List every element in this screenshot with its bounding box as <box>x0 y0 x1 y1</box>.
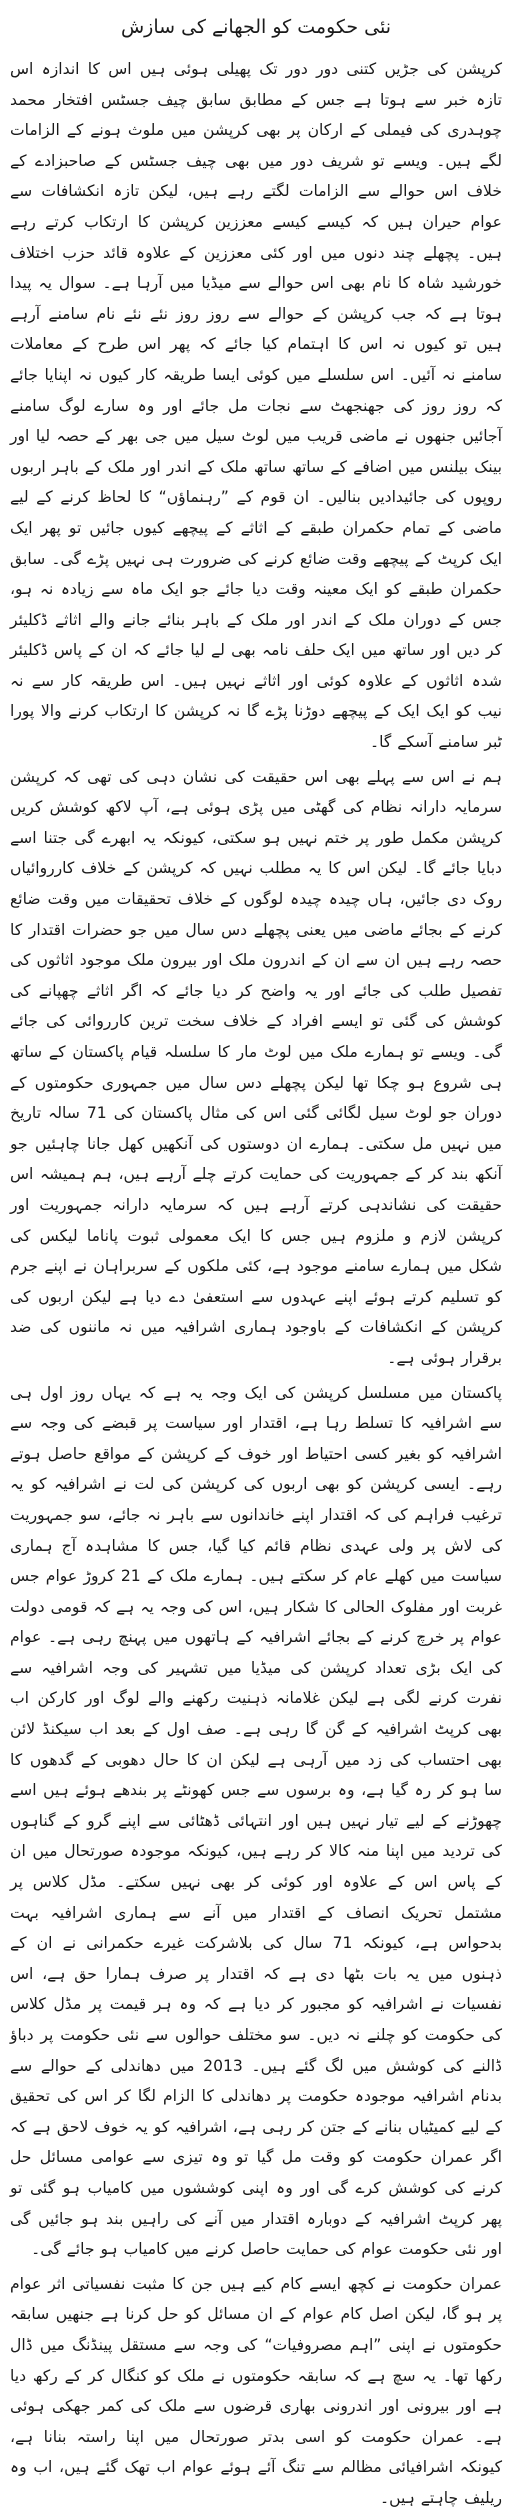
article-title: نئی حکومت کو الجھانے کی سازش <box>120 16 392 38</box>
article-paragraph-1: کرپشن کی جڑیں کتنی دور دور تک پھیلی ہوئی ہیں اس کا اندازہ اس تازہ خبر سے ہوتا ہے جس کے مطابق سابق چیف جسٹس افتخار محمد چوہدری کی فیملی کے ارکان پر بھی کرپشن میں ملوث ہونے کے الزامات لگے ہیں۔ ویسے تو شریف دور میں بھی چیف جسٹس کے صاحبزادے کے خلاف اس حوالے سے الزامات لگتے رہے ہیں، لیکن تازہ انکشافات سے عوام حیران ہیں کہ کیسے کیسے معززین کرپشن کا ارتکاب کرتے رہے ہیں۔ پچھلے چند دنوں میں اور کئی معززین کے علاوہ قائد حزب اختلاف خورشید شاہ کا نام بھی اس حوالے سے میڈیا میں آرہا ہے۔ سوال یہ پیدا ہوتا ہے کہ جب کرپشن کے حوالے سے روز روز نئے نئے نام سامنے آرہے ہیں تو کیوں نہ اس کا اہتمام کیا جائے کہ پھر اس طرح کے معاملات سامنے نہ آئیں۔ اس سلسلے میں کوئی ایسا طریقہ کار کیوں نہ اپنایا جائے کہ روز روز کی جھنجھٹ سے نجات مل جائے اور وہ سارے لوگ سامنے آجائیں جنھوں نے ماضی قریب میں لوٹ سیل میں جی بھر کے حصہ لیا اور بینک بیلنس میں اضافے کے ساتھ ساتھ ملک کے اندر اور ملک کے باہر اربوں روپوں کی جائیدادیں بنالیں۔ ان قوم کے ”رہنماؤں“ کا لحاظ کرنے کے لیے ماضی کے تمام حکمران طبقے کے اثاثے کے پیچھے کیوں جائیں تو پھر ایک ایک کرپٹ کے پیچھے وقت ضائع کرنے کی ضرورت ہی نہیں پڑے گی۔ سابق حکمران طبقے کو ایک معینہ وقت دیا جائے جو ایک ماہ سے زیادہ نہ ہو، جس کے دوران ملک کے اندر اور ملک کے باہر بنائے جانے والے اثاثے ڈکلیئر کر دیں اور ساتھ میں ایک حلف نامہ بھی لے لیا جائے کہ ان کے پاس ڈکلیئر شدہ اثاثوں کے علاوہ کوئی اور اثاثے نہیں ہیں۔ اس طریقہ کار سے نہ نیب کو ایک ایک کے پیچھے دوڑنا پڑے گا نہ کرپشن کا ارتکاب کرنے والا پورا ٹبر سامنے آسکے گا۔ <box>10 60 502 752</box>
article-paragraph-4: عمران حکومت نے کچھ ایسے کام کیے ہیں جن کا مثبت نفسیاتی اثر عوام پر ہو گا، لیکن اصل کام عوام کے ان مسائل کو حل کرنا ہے جنھیں سابقہ حکومتوں نے اپنی ”اہم مصروفیات“ کی وجہ سے مستقل پینڈنگ میں ڈال رکھا تھا۔ یہ سچ ہے کہ سابقہ حکومتوں نے ملک کو کنگال کر کے رکھ دیا ہے اور بیرونی اور اندرونی بھاری قرضوں سے ملک کی کمر جھکی ہوئی ہے۔ عمران حکومت کو اسی بدتر صورتحال میں اپنا راستہ بنانا ہے، کیونکہ اشرافیائی مظالم سے تنگ آئے ہوئے عوام اب تھک گئے ہیں، اب وہ ریلیف چاہتے ہیں۔ <box>10 2274 502 2507</box>
article-body <box>10 54 502 2514</box>
article-paragraph-3: پاکستان میں مسلسل کرپشن کی ایک وجہ یہ ہے کہ یہاں روز اول ہی سے اشرافیہ کا تسلط رہا ہے، اقتدار اور سیاست پر قبضے کی وجہ سے اشرافیہ کو بغیر کسی احتیاط اور خوف کے کرپشن کے مواقع حاصل ہوتے رہے۔ ایسی کرپشن کو بھی اربوں کی کرپشن کی لت نے اشرافیہ کو یہ ترغیب فراہم کی کہ اقتدار اپنے خاندانوں سے باہر نہ جائے، سو جمہوریت کی لاش پر ولی عہدی نظام قائم کیا گیا، جس کا مشاہدہ آج ہماری سیاست میں کھلے عام کر سکتے ہیں۔ ہمارے ملک کے 21 کروڑ عوام جس غربت اور مفلوک الحالی کا شکار ہیں، اس کی وجہ یہ ہے کہ قومی دولت عوام پر خرچ کرنے کے بجائے اشرافیہ کے ہاتھوں میں پہنچ رہی ہے۔ عوام کی ایک بڑی تعداد کرپشن کی میڈیا میں تشہیر کی وجہ اشرافیہ سے نفرت کرنے لگی ہے لیکن غلامانہ ذہنیت رکھنے والے لوگ اور کارکن اب بھی کرپٹ اشرافیہ کے گن گا رہی ہے۔ صف اول کے بعد اب سیکنڈ لائن بھی احتساب کی زد میں آرہی ہے لیکن ان کا حال دھوبی کے گدھوں کا سا ہو کر رہ گیا ہے، وہ برسوں سے جس کھونٹے پر بندھے ہوئے ہیں اسے چھوڑنے کے لیے تیار نہیں ہیں اور انتہائی ڈھٹائی سے اپنے گرو کے گناہوں کی تردید میں اپنا منہ کالا کر رہے ہیں، کیونکہ موجودہ صورتحال میں ان کے پاس اس کے علاوہ اور کوئی کر بھی نہیں سکتے۔ مڈل کلاس پر مشتمل تحریک انصاف کے اقتدار میں آنے سے ہماری اشرافیہ بہت بدحواس ہے، کیونکہ 71 سال کی بلاشرکت غیرے حکمرانی نے ان کے ذہنوں میں یہ بات بٹھا دی ہے کہ اقتدار پر صرف ہمارا حق ہے، اس نفسیات نے اشرافیہ کو مجبور کر دیا ہے کہ وہ ہر قیمت پر مڈل کلاس کی حکومت کو چلنے نہ دیں۔ سو مختلف حوالوں سے نئی حکومت پر دباؤ ڈالنے کی کوشش میں لگ گئے ہیں۔ 2013 میں دھاندلی کے حوالے سے بدنام اشرافیہ موجودہ حکومت پر دھاندلی کا الزام لگا کر اس کی تحقیق کے لیے کمیٹیاں بنانے کے جتن کر رہی ہے، اشرافیہ کو یہ خوف لاحق ہے کہ اگر عمران حکومت کو وقت مل گیا تو وہ تیزی سے عوامی مسائل حل کرنے کی کوشش کرے گی اور وہ اپنی کوششوں میں کامیاب ہو گئی تو پھر کرپٹ اشرافیہ کے دوبارہ اقتدار میں آنے کی راہیں بند ہو جائیں گی اور نئی حکومت عوام کی حمایت حاصل کرنے میں کامیاب ہو جائے گی۔ <box>10 1383 502 2259</box>
article-paragraph-2: ہم نے اس سے پہلے بھی اس حقیقت کی نشان دہی کی تھی کہ کرپشن سرمایہ دارانہ نظام کی گھٹی میں پڑی ہوئی ہے، آپ لاکھ کوشش کریں کرپشن مکمل طور پر ختم نہیں ہو سکتی، کیونکہ یہ ابھرے گی جتنا اسے دبایا جائے گا۔ لیکن اس کا یہ مطلب نہیں کہ کرپشن کے خلاف کارروائیاں روک دی جائیں، ہاں چیدہ چیدہ لوگوں کے خلاف تحقیقات میں وقت ضائع کرنے کے بجائے ماضی میں یعنی پچھلے دس سال میں جو حضرات اقتدار کا حصہ رہے ہیں ان سے ان کے اندرون ملک اور بیرون ملک موجود اثاثوں کی تفصیل طلب کی جائے اور یہ واضح کر دیا جائے کہ اگر اثاثے چھپانے کی کوشش کی گئی تو ایسے افراد کے خلاف سخت ترین کارروائی کی جائے گی۔ ویسے تو ہمارے ملک میں لوٹ مار کا سلسلہ قیام پاکستان کے ساتھ ہی شروع ہو چکا تھا لیکن پچھلے دس سال میں جمہوری حکومتوں کے دوران جو لوٹ سیل لگائی گئی اس کی مثال پاکستان کی 71 سالہ تاریخ میں نہیں مل سکتی۔ ہمارے ان دوستوں کی آنکھیں کھل جانا چاہئیں جو آنکھ بند کر کے جمہوریت کی حمایت کرتے چلے آرہے ہیں، ہم ہمیشہ اس حقیقت کی نشاندہی کرتے آرہے ہیں کہ سرمایہ دارانہ جمہوریت اور کرپشن لازم و ملزوم ہیں جس کا ایک معمولی ثبوت پاناما لیکس کی شکل میں ہمارے سامنے موجود ہے، کئی ملکوں کے سربراہان نے اپنے جرم کو تسلیم کرتے ہوئے اپنے عہدوں سے استعفیٰ دے دیا ہے لیکن اربوں کی کرپشن کے انکشافات کے باوجود ہماری اشرافیہ میں نہ ماننوں کی ضد برقرار ہوئی ہے۔ <box>10 767 502 1367</box>
